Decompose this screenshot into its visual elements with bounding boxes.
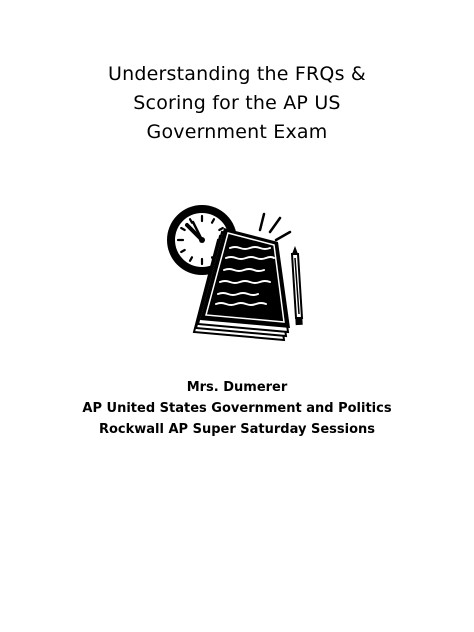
title-line-1: Understanding the FRQs & (108, 63, 366, 85)
title-line-2: Scoring for the AP US (133, 92, 341, 114)
pencil-icon (292, 246, 303, 325)
title-line-3: Government Exam (146, 121, 328, 143)
course-name: AP United States Government and Politics (82, 401, 392, 416)
session-name: Rockwall AP Super Saturday Sessions (98, 422, 376, 437)
author-name: Mrs. Dumerer (186, 380, 288, 395)
clock-papers-pencil-icon (160, 200, 320, 356)
motion-lines-icon (260, 214, 290, 240)
